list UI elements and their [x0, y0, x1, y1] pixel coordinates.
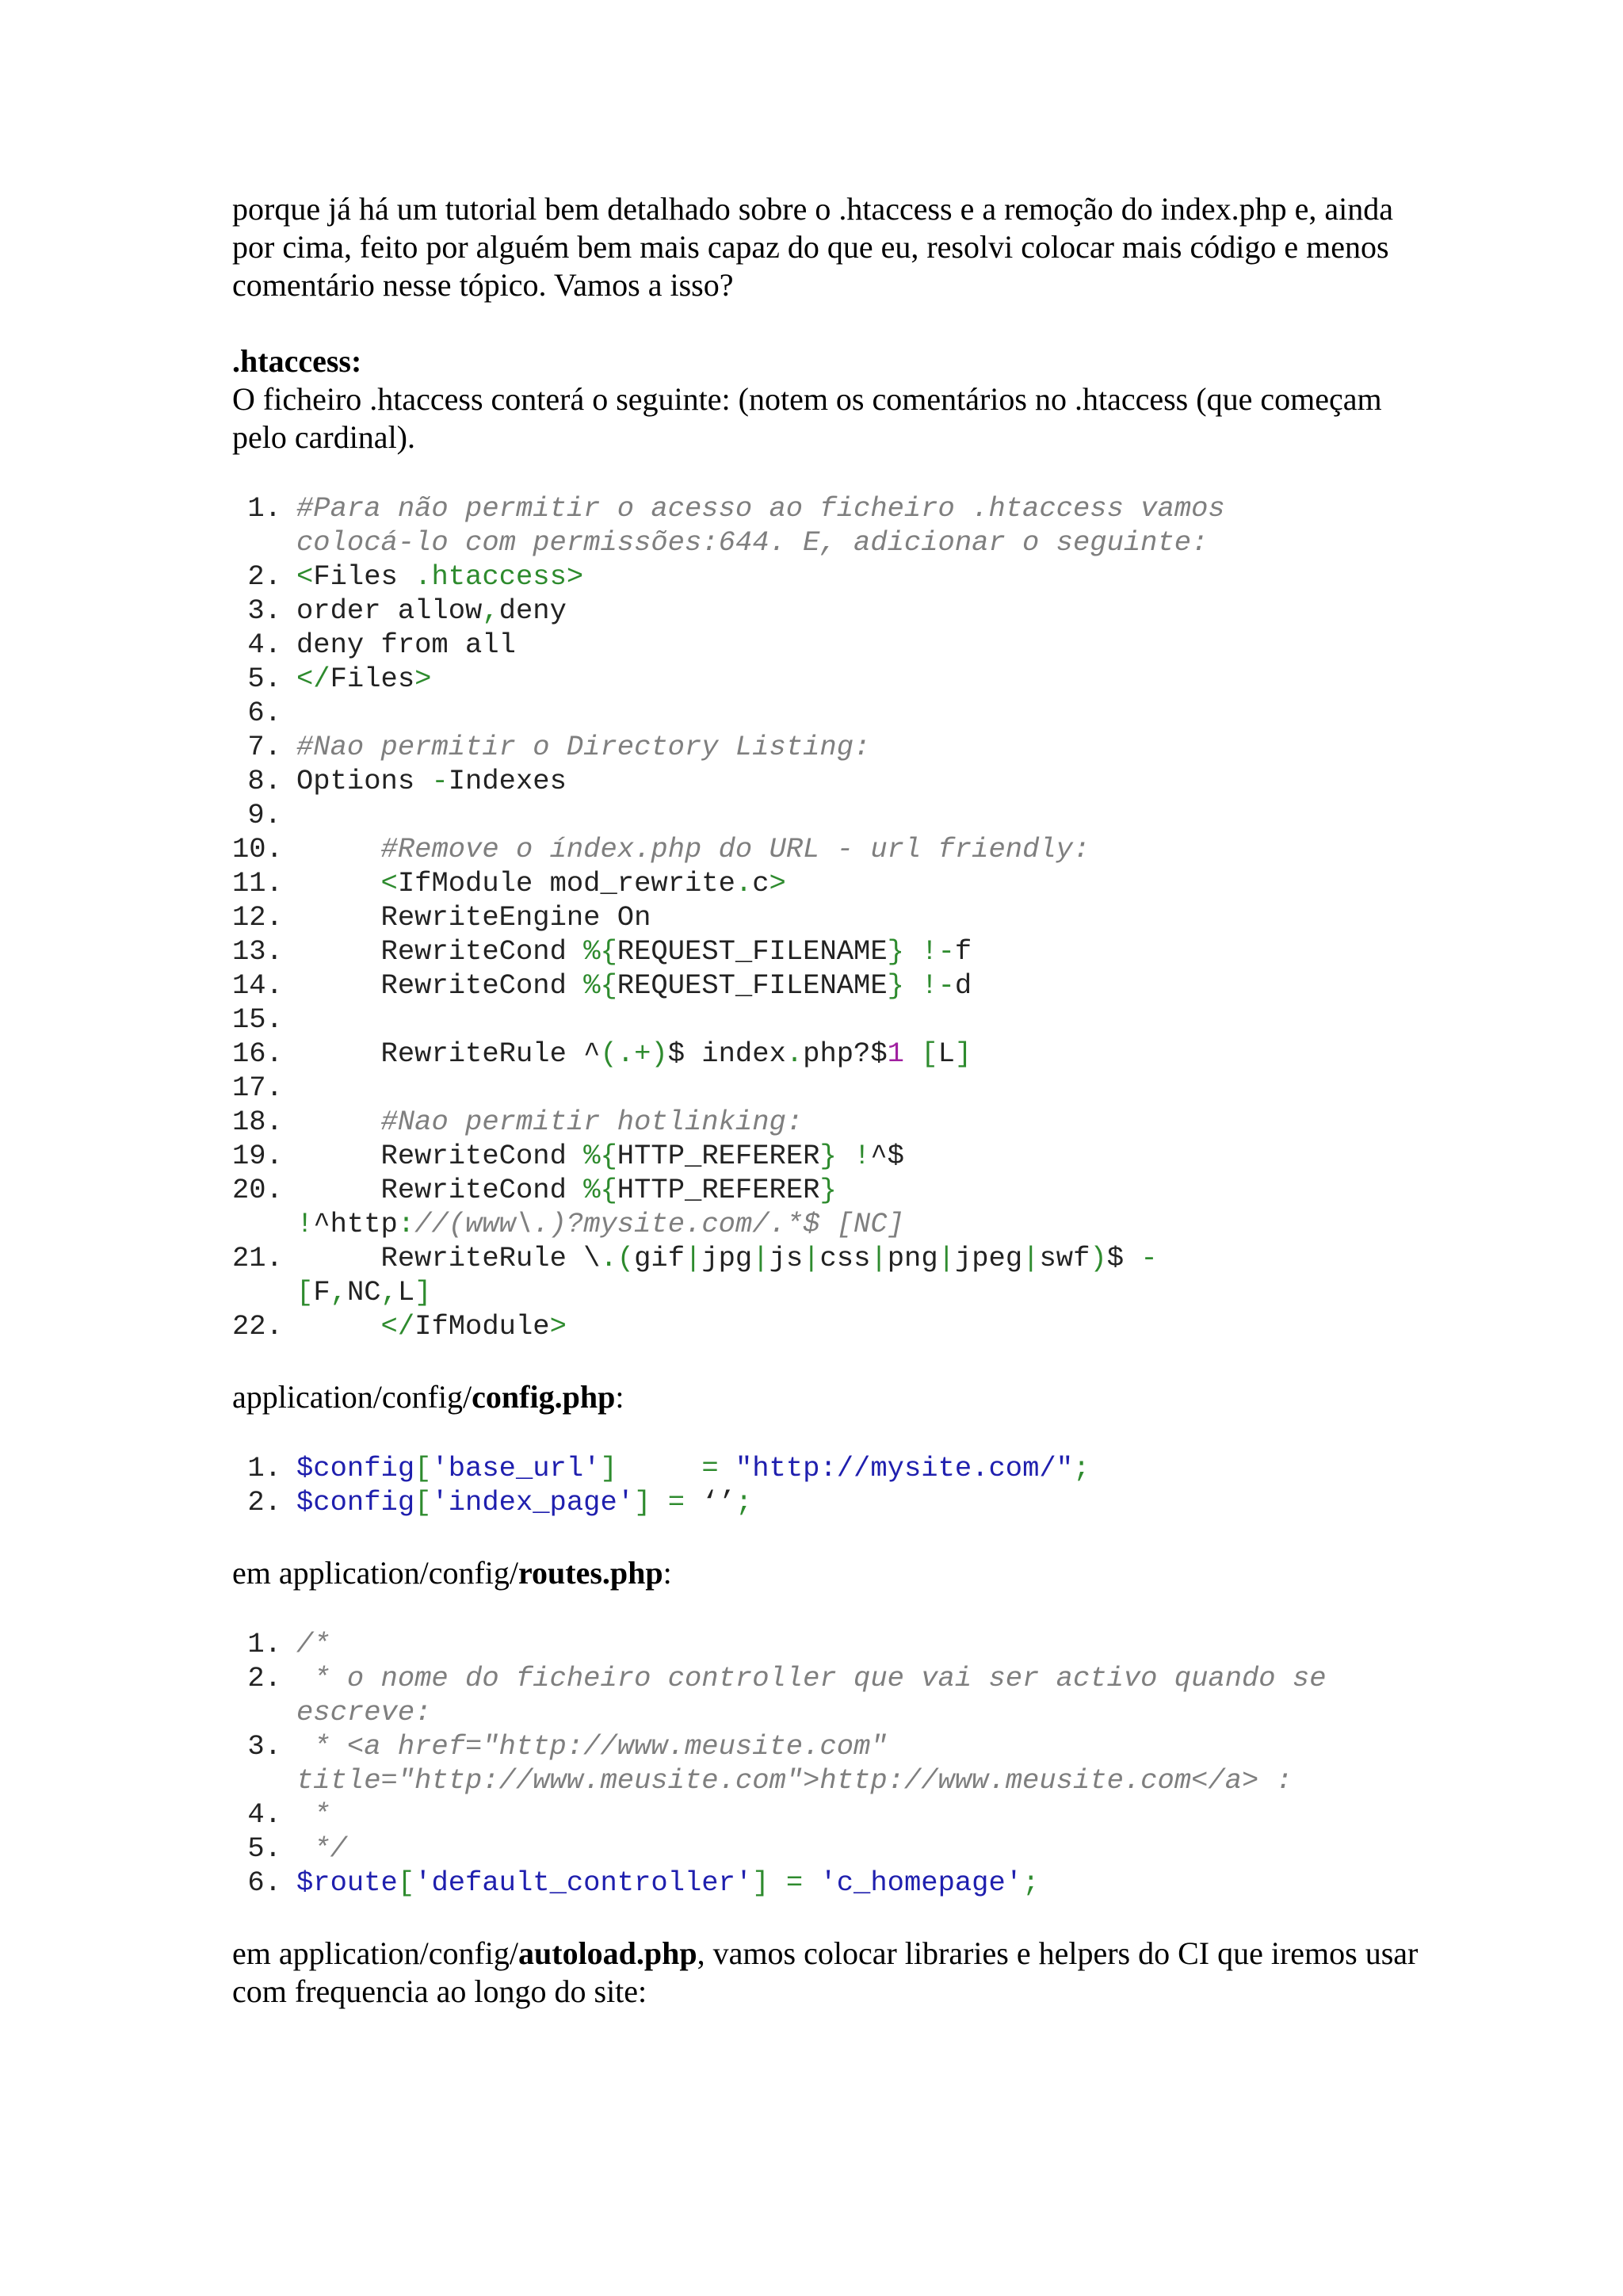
autoload-paragraph: em application/config/autoload.php, vamos colocar libraries e helpers do CI que iremos usar com frequencia ao longo do site: [232, 1935, 1419, 2009]
code-line: 2. $config['index_page'] = ‘’; [247, 1486, 753, 1519]
code-line: 5. </Files> [247, 663, 432, 695]
htaccess-description: O ficheiro .htaccess conterá o seguinte: (notem os comentários no .htaccess (que começam pelo cardinal). [232, 381, 1382, 455]
routes-code-block [232, 1627, 1421, 1900]
code-line: 1. #Para não permitir o acesso ao ficheiro .htaccess vamos colocá-lo com permissões:644. E, adicionar o seguinte: [247, 492, 1243, 559]
code-line: 8. Options -Indexes [247, 765, 567, 797]
code-line: 2. <Files .htaccess> [247, 560, 584, 593]
code-line: 12. RewriteEngine On [232, 901, 651, 934]
code-line: 11. <IfModule mod_rewrite.c> [232, 867, 786, 900]
code-line: 18. #Nao permitir hotlinking: [232, 1106, 804, 1138]
code-line: 2. * o nome do ficheiro controller que vai ser activo quando se escreve: [247, 1662, 1343, 1729]
code-line: 19. RewriteCond %{HTTP_REFERER} !^$ [232, 1140, 904, 1172]
config-heading: application/config/config.php: [232, 1379, 624, 1415]
code-line: 10. #Remove o índex.php do URL - url friendly: [232, 833, 1090, 865]
code-line: 1. /* [247, 1628, 330, 1660]
code-line: 17. [232, 1072, 283, 1104]
code-line: 3. order allow,deny [247, 594, 567, 627]
document-page [232, 190, 1421, 2011]
code-line: 22. </IfModule> [232, 1310, 567, 1343]
code-line: 1. $config['base_url'] = "http://mysite.com/"; [247, 1452, 1090, 1484]
config-code-block [232, 1451, 1421, 1519]
code-line: 6. [247, 697, 281, 729]
code-line: 14. RewriteCond %{REQUEST_FILENAME} !-d [232, 969, 972, 1002]
htaccess-heading: .htaccess: [232, 343, 362, 379]
code-line: 16. RewriteRule ^(.+)$ index.php?$1 [L] [232, 1037, 972, 1070]
code-line: 21. RewriteRule \.(gif|jpg|js|css|png|jpeg|swf)$ - [F,NC,L] [232, 1242, 1158, 1308]
routes-heading: em application/config/routes.php: [232, 1555, 672, 1591]
htaccess-code-block [232, 491, 1421, 1343]
code-line: 13. RewriteCond %{REQUEST_FILENAME} !-f [232, 935, 972, 968]
code-line: 7. #Nao permitir o Directory Listing: [247, 731, 871, 763]
code-line: 4. * [247, 1798, 330, 1831]
code-line: 5. */ [247, 1832, 347, 1865]
code-line: 3. * <a href="http://www.meusite.com" title="http://www.meusite.com">http://www.meusite.com</a> : [247, 1730, 1293, 1797]
intro-paragraph: porque já há um tutorial bem detalhado sobre o .htaccess e a remoção do index.php e, ainda por cima, feito por alguém bem mais capaz do que eu, resolvi colocar mais código e menos comentário nesse tópico. Vamos a isso? [232, 191, 1394, 303]
code-line: 4. deny from all [247, 628, 516, 661]
code-line: 6. $route['default_controller'] = 'c_homepage'; [247, 1866, 1040, 1899]
code-line: 20. RewriteCond %{HTTP_REFERER} !^http://(www\.)?mysite.com/.*$ [NC] [232, 1174, 904, 1240]
code-line: 15. [232, 1003, 283, 1036]
code-line: 9. [247, 799, 281, 831]
